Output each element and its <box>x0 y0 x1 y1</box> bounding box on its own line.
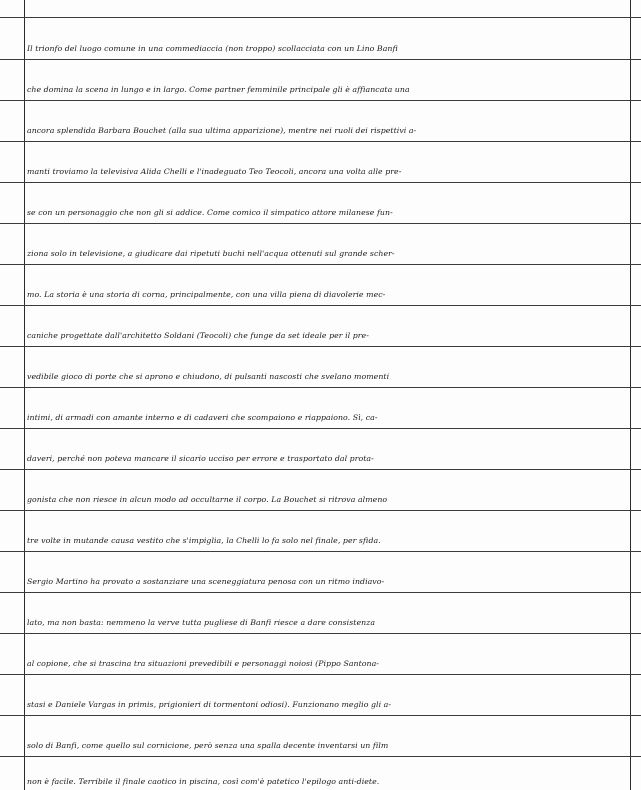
ruled-line <box>0 182 641 183</box>
text-line: se con un personaggio che non gli si addice. Come comico il simpatico attore milanese fun- <box>27 208 393 217</box>
ruled-line <box>0 551 641 552</box>
text-line: lato, ma non basta: nemmeno la verve tutta pugliese di Banfi riesce a dare consistenza <box>27 618 376 627</box>
left-margin-line <box>24 0 25 790</box>
right-margin-line <box>630 0 631 790</box>
ruled-line <box>0 756 641 757</box>
ruled-line <box>0 59 641 60</box>
text-line: Sergio Martino ha provato a sostanziare una sceneggiatura penosa con un ritmo indiavo- <box>27 577 385 586</box>
text-line: ziona solo in televisione, a giudicare dai ripetuti buchi nell'acqua ottenuti sul grande scher- <box>27 249 395 258</box>
ruled-line <box>0 592 641 593</box>
text-line: caniche progettate dall'architetto Soldani (Teocoli) che funge da set ideale per il pre- <box>27 331 369 340</box>
ruled-line <box>0 264 641 265</box>
ruled-line <box>0 633 641 634</box>
text-line: tre volte in mutande causa vestito che s'impiglia, la Chelli lo fa solo nel finale, per sfida. <box>27 536 381 545</box>
ruled-line <box>0 141 641 142</box>
ruled-line <box>0 387 641 388</box>
ruled-line <box>0 428 641 429</box>
text-line: ancora splendida Barbara Bouchet (alla sua ultima apparizione), mentre nei ruoli dei rispettivi a- <box>27 126 417 135</box>
ruled-line <box>0 346 641 347</box>
ruled-line <box>0 510 641 511</box>
text-line: Il trionfo del luogo comune in una commediaccia (non troppo) scollacciata con un Lino Banfi <box>27 44 398 53</box>
text-line: gonista che non riesce in alcun modo ad occultarne il corpo. La Bouchet si ritrova almeno <box>27 495 388 504</box>
text-line: daveri, perché non poteva mancare il sicario ucciso per errore e trasportato dal prota- <box>27 454 374 463</box>
ruled-line <box>0 305 641 306</box>
text-line: intimi, di armadi con amante interno e di cadaveri che scompaiono e riappaiono. Sì, ca- <box>27 413 378 422</box>
ruled-line <box>0 469 641 470</box>
text-line: manti troviamo la televisiva Alida Chelli e l'inadeguato Teo Teocoli, ancora una volta alle pre- <box>27 167 402 176</box>
text-line: stasi e Daniele Vargas in primis, prigionieri di tormentoni odiosi). Funzionano meglio gli a- <box>27 700 392 709</box>
text-line: che domina la scena in lungo e in largo. Come partner femminile principale gli è affiancata una <box>27 85 410 94</box>
ruled-line <box>0 223 641 224</box>
text-line: al copione, che si trascina tra situazioni prevedibili e personaggi noiosi (Pippo Santona- <box>27 659 379 668</box>
ruled-line <box>0 17 641 18</box>
ruled-line <box>0 674 641 675</box>
text-line: solo di Banfi, come quello sul cornicione, però senza una spalla decente inventarsi un film <box>27 741 389 750</box>
ruled-line <box>0 100 641 101</box>
text-line: vedibile gioco di porte che si aprono e chiudono, di pulsanti nascosti che svelano momenti <box>27 372 390 381</box>
ruled-line <box>0 715 641 716</box>
text-line: non è facile. Terribile il finale caotico in piscina, così com'è patetico l'epilogo anti-diete. <box>27 777 380 786</box>
text-line: mo. La storia è una storia di corna, principalmente, con una villa piena di diavolerie mec- <box>27 290 386 299</box>
